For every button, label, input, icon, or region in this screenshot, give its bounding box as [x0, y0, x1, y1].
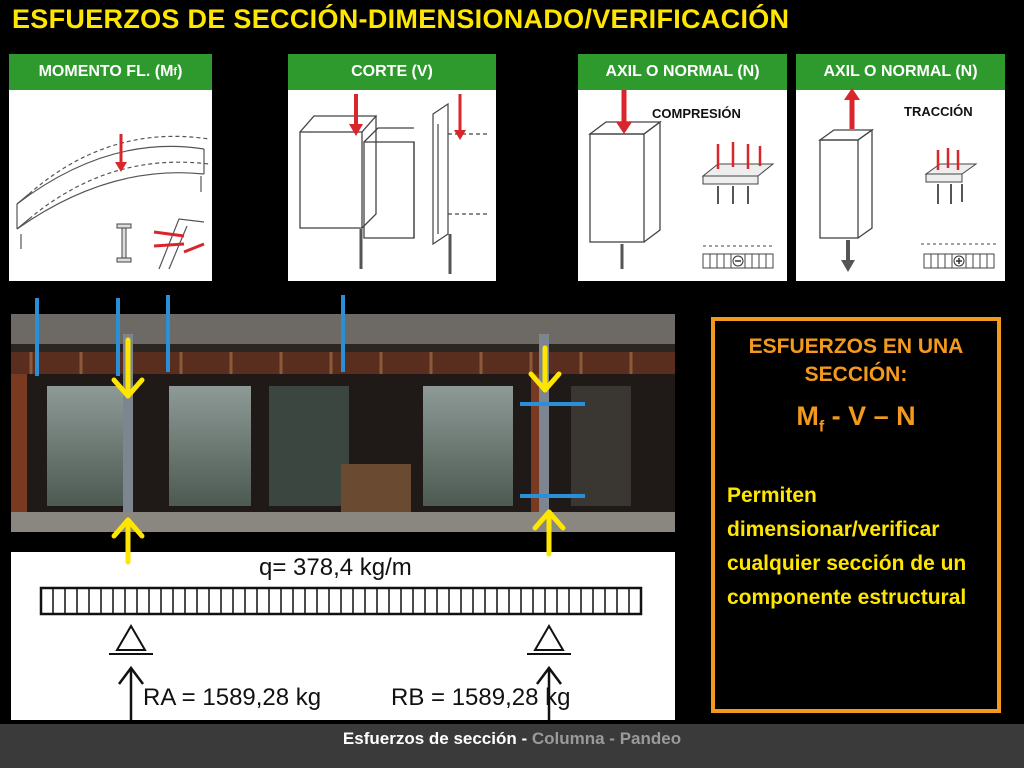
compression-illustration: [578, 54, 787, 281]
info-heading: [715, 333, 997, 389]
panel-compression-header: AXIL O NORMAL (N): [578, 54, 787, 90]
info-box: [711, 317, 1001, 713]
panel-axial-compression: [578, 54, 787, 281]
footer-text: [0, 729, 1024, 749]
panel-shear-header: CORTE (V): [288, 54, 496, 90]
building-photo: [11, 314, 675, 532]
panel-shear: [288, 54, 496, 281]
tension-label: TRACCIÓN: [904, 104, 973, 119]
reaction-b-label: RB = 1589,28 kg: [391, 684, 571, 711]
info-body: Permiten dimensionar/verificar cualquier sección de un componente estructural: [727, 484, 967, 609]
formula-main: M: [796, 401, 819, 431]
title-bar: [0, 0, 1024, 44]
panel-moment: [9, 54, 212, 281]
panel-axial-tension: [796, 54, 1005, 281]
bent-beam-illustration: [9, 54, 212, 281]
formula-sub: f: [818, 418, 825, 436]
info-heading-line1: ESFUERZOS EN UNA: [748, 335, 964, 358]
slide-title: ESFUERZOS DE SECCIÓN-DIMENSIONADO/VERIFICACIÓN: [12, 4, 790, 34]
formula-rest: - V – N: [824, 401, 916, 431]
reaction-a-label: RA = 1589,28 kg: [143, 684, 322, 711]
footer-bar: [0, 724, 1024, 768]
panel-tension-header: AXIL O NORMAL (N): [796, 54, 1005, 90]
panel-moment-header-sub: f: [173, 66, 178, 78]
info-formula: [715, 401, 997, 436]
beam-diagram: [11, 552, 675, 720]
building-photo-illustration: [11, 314, 675, 532]
footer-part2: Columna - Pandeo: [531, 729, 682, 748]
tension-illustration: [796, 54, 1005, 281]
panel-moment-header-end: ): [177, 63, 183, 80]
shear-block-illustration: [288, 54, 496, 281]
footer-part1: Esfuerzos de sección -: [342, 729, 532, 748]
distributed-load-label: q= 378,4 kg/m: [259, 554, 412, 581]
compression-label: COMPRESIÓN: [652, 106, 741, 121]
panel-moment-header-text: MOMENTO FL. (M: [38, 63, 174, 80]
info-heading-line2: SECCIÓN:: [804, 363, 908, 386]
